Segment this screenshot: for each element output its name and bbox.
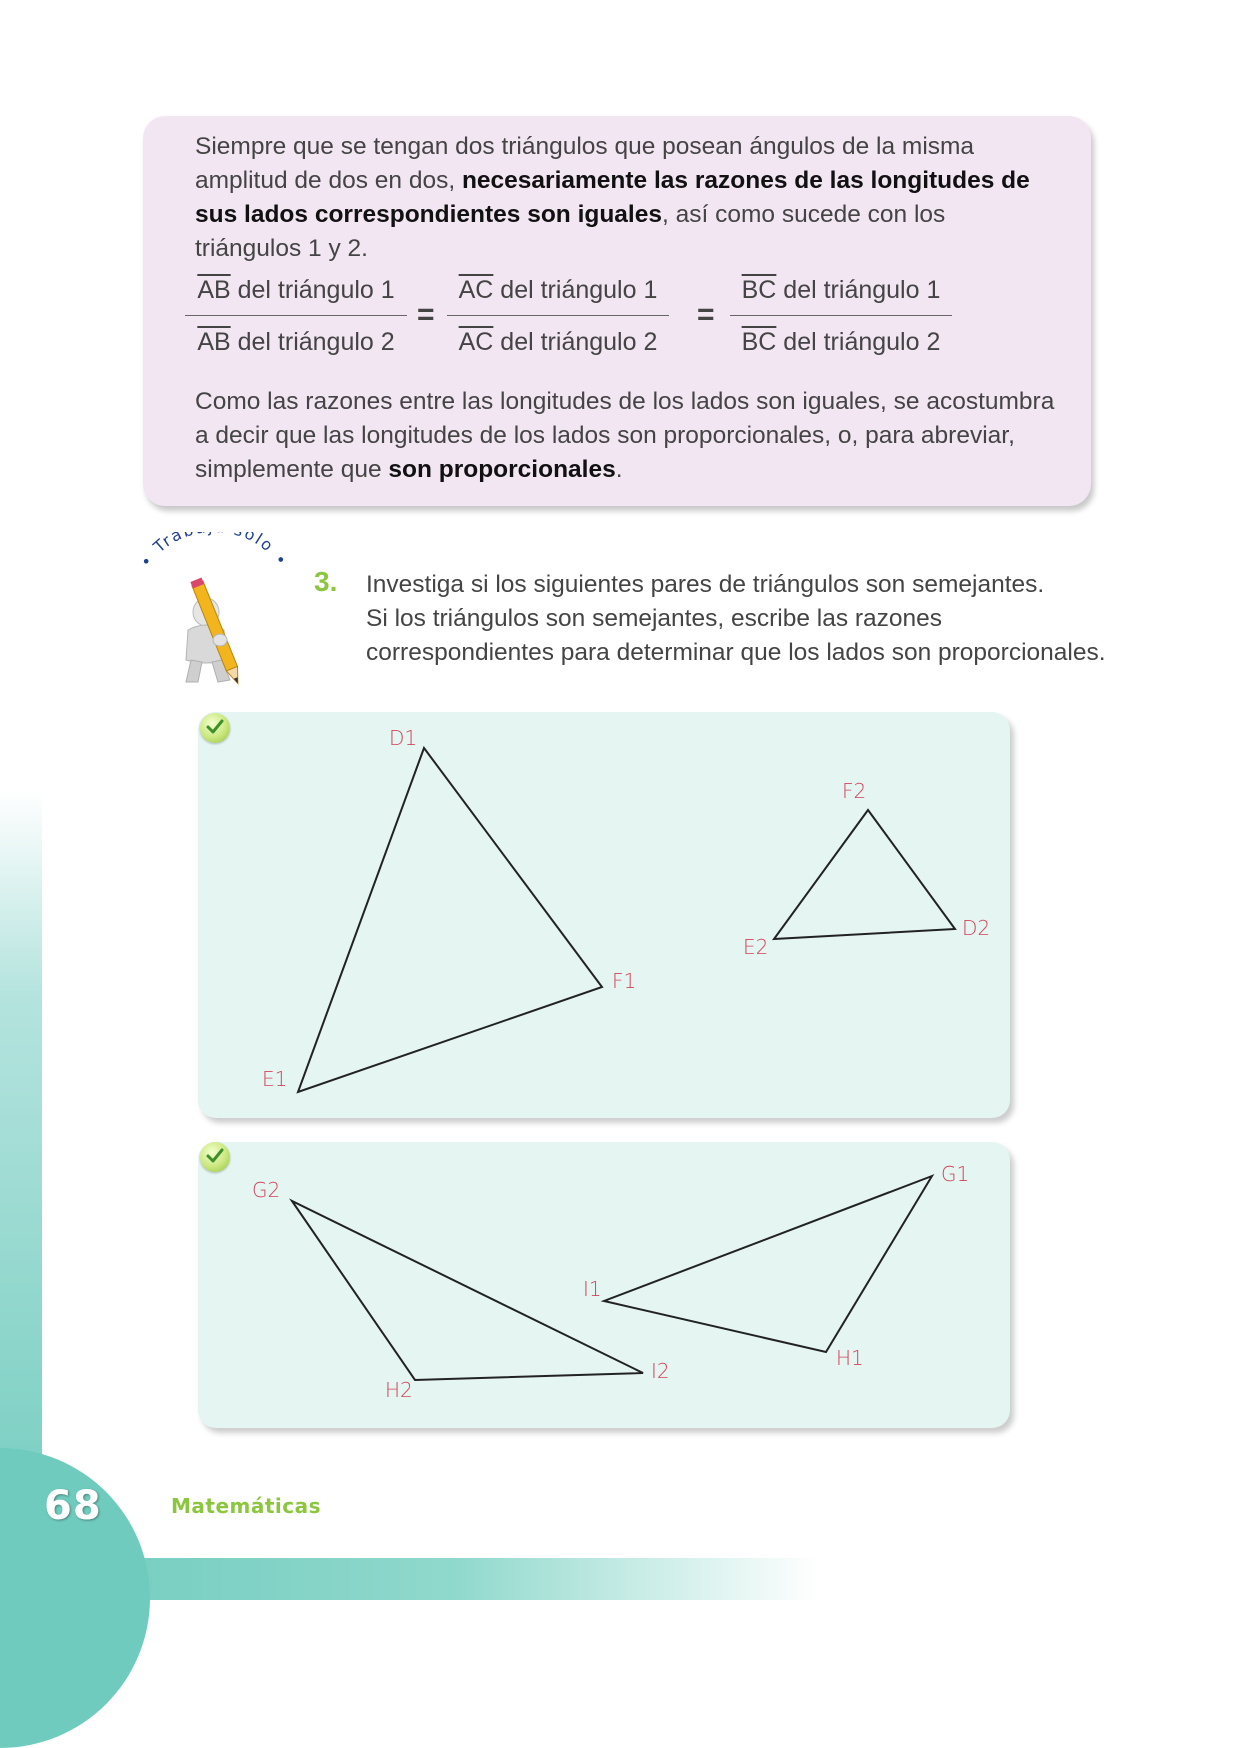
exercise-number: 3. [314,566,338,597]
fraction-bar [185,315,407,316]
vertex-label-h1: H1 [836,1346,864,1370]
exercise-line-1: Investiga si los siguientes pares de triángulos son semejantes. [366,571,1045,598]
subject-label: Matemáticas [171,1494,322,1518]
triangle-panel-2 [198,1142,1010,1428]
definition-paragraph-1 [195,130,1055,266]
vertex-label-i2: I2 [651,1359,670,1383]
fraction-bar [447,315,669,316]
vertex-label-d2: D2 [962,916,991,940]
check-icon [200,713,230,743]
fraction-ab-numerator: $\overline{AB}$ del triángulo 1 [197,276,395,304]
fraction-bar [730,315,952,316]
def-p2-part-1: Como las razones entre las longitudes de los lados son iguales, se acostumbra a decir que las longitudes de los lados son proporcionales, o, para abreviar, simplemente que [195,388,1055,483]
fraction-ac [447,270,669,362]
def-p2-bold: son proporcionales [388,456,616,483]
exercise-line-2: Si los triángulos son semejantes, escribe las razones [366,605,943,632]
definition-paragraph-2 [195,385,1055,487]
def-p1-part-3: , así como sucede con los triángulos 1 y 2. [195,201,946,262]
svg-text:• Trabaja solo • [136,532,292,570]
def-p2-part-3: . [615,456,623,483]
exercise-instructions [366,568,1126,670]
vertex-label-e2: E2 [743,935,769,959]
fraction-ac-numerator: $\overline{AC}$ del triángulo 1 [458,276,658,304]
equals-sign: = [417,298,435,331]
vertex-label-e1: E1 [262,1067,288,1091]
equals-sign: = [697,298,715,331]
def-p1-bold: necesariamente las razones de las longitudes de sus lados correspondientes son iguales [195,167,1030,228]
trabaja-solo-badge [136,532,296,697]
vertex-label-d1: D1 [389,726,418,750]
definition-box [143,116,1091,506]
vertex-label-i1: I1 [583,1277,602,1301]
vertex-label-f2: F2 [842,779,867,803]
badge-text: • Tra olo • [136,532,293,571]
vertex-label-f1: F1 [612,969,637,993]
ratio-equation [185,270,985,360]
fraction-ab [185,270,407,362]
fraction-bc [730,270,952,362]
fraction-ab-denominator: $\overline{AB}$ del triángulo 2 [197,328,395,356]
vertex-label-g1: G1 [941,1162,970,1186]
vertex-label-g2: G2 [252,1178,281,1202]
pencil-figure-icon [136,532,296,697]
fraction-bc-denominator: $\overline{BC}$ del triángulo 2 [741,328,941,356]
fraction-ac-denominator: $\overline{AC}$ del triángulo 2 [458,328,658,356]
check-icon [200,1142,230,1172]
triangle-panel-1 [198,712,1010,1118]
vertex-label-h2: H2 [385,1378,413,1402]
def-p1-part-1: Siempre que se tengan dos triángulos que posean ángulos de la misma amplitud de dos en dos, [195,133,975,194]
exercise-line-3: correspondientes para determinar que los lados son proporcionales. [366,639,1106,666]
fraction-bc-numerator: $\overline{BC}$ del triángulo 1 [741,276,941,304]
page-number: 68 [44,1483,102,1529]
